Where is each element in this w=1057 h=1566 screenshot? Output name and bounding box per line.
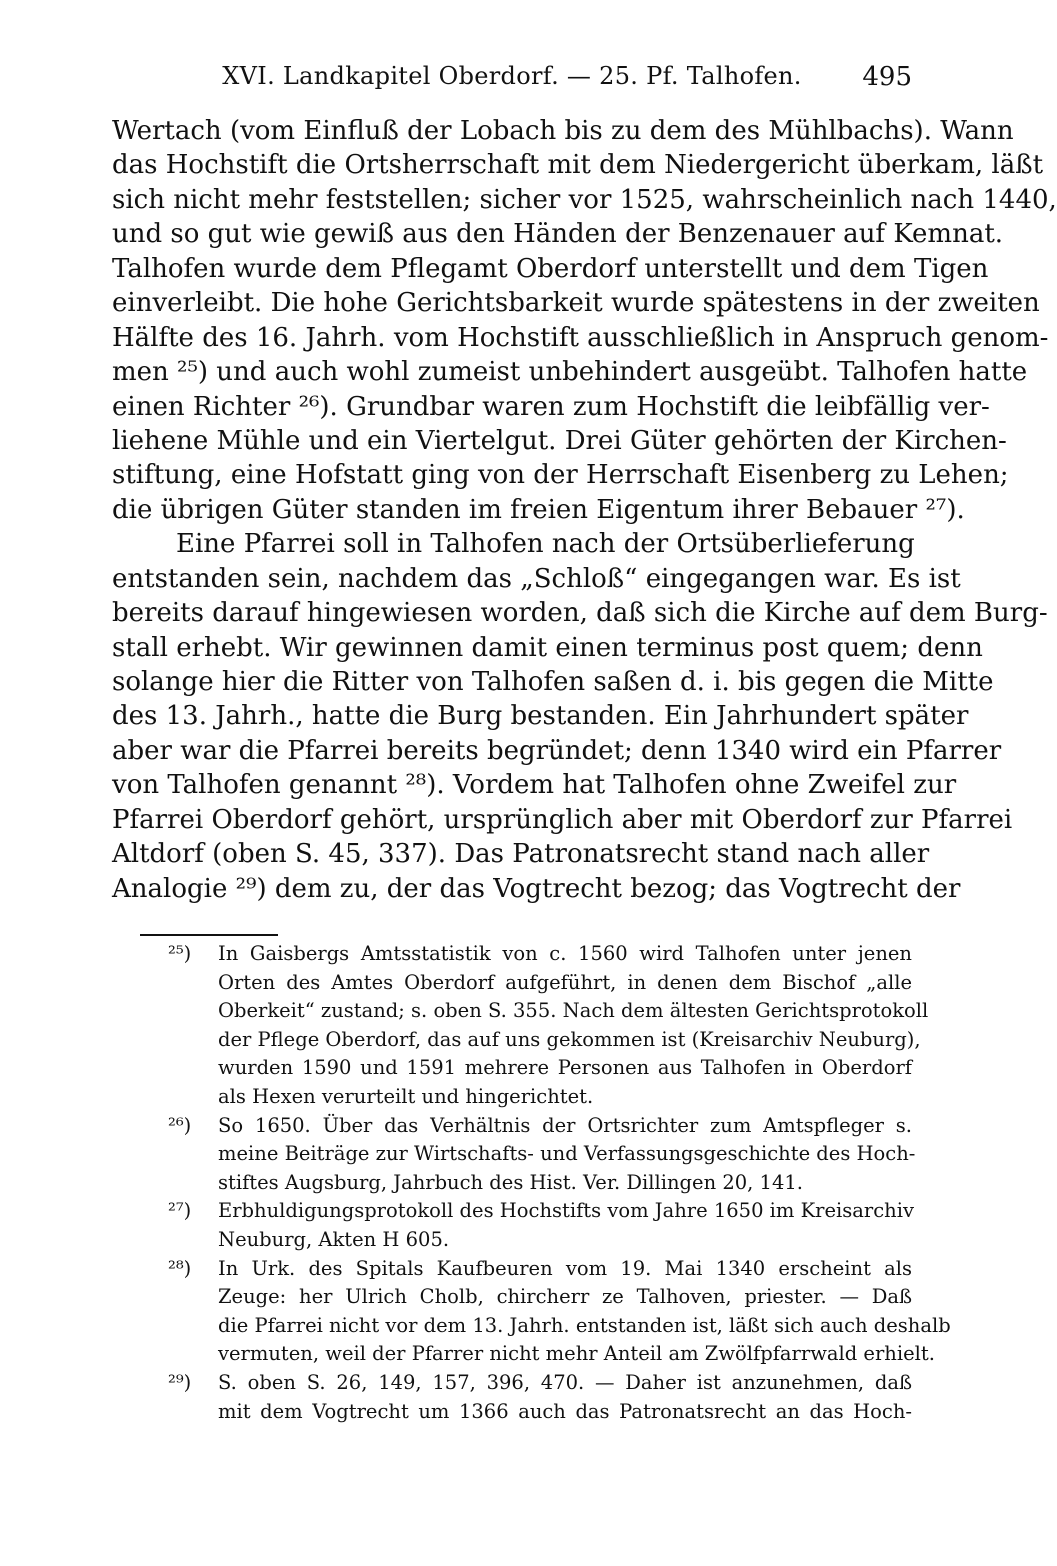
footnote-number: ²⁶): [168, 1113, 192, 1137]
footnote-line: [168, 1226, 912, 1255]
footnote-text: stiftes Augsburg, Jahrbuch des Hist. Ver. Dillingen 20, 141.: [218, 1170, 803, 1194]
footnote-text: So 1650. Über das Verhältnis der Ortsrichter zum Amtspfleger s.: [218, 1113, 912, 1137]
footnote-text: Orten des Amtes Oberdorf aufgeführt, in denen dem Bischof „alle: [218, 970, 912, 994]
text-line: entstanden sein, nachdem das „Schloß“ eingegangen war. Es ist: [112, 563, 961, 594]
footnote-line: [168, 1083, 912, 1112]
footnote-line: [168, 1112, 912, 1141]
footnote-text: Oberkeit“ zustand; s. oben S. 355. Nach dem ältesten Gerichtsprotokoll: [218, 999, 929, 1023]
main-text: [112, 114, 1057, 906]
footnote-line: [168, 969, 912, 998]
footnote-line: [168, 1283, 912, 1312]
text-line: Wertach (vom Einfluß der Lobach bis zu dem des Mühlbachs). Wann: [112, 116, 1014, 146]
footnote-line: [168, 997, 929, 1026]
footnote-line: [168, 1026, 921, 1055]
text-line: bereits darauf hingewiesen worden, daß sich die Kirche auf dem Burg-: [112, 598, 1048, 629]
footnote-text: Erbhuldigungsprotokoll des Hochstifts vom Jahre 1650 im Kreisarchiv: [218, 1199, 914, 1223]
footnote-text: In Gaisbergs Amtsstatistik von c. 1560 wird Talhofen unter jenen: [218, 942, 912, 965]
footnote-number: ²⁷): [168, 1199, 192, 1223]
footnote-number: ²⁵): [168, 942, 192, 965]
footnote-line: [168, 1398, 912, 1427]
text-line: stall erhebt. Wir gewinnen damit einen terminus post quem; denn: [112, 632, 983, 663]
text-line: des 13. Jahrh., hatte die Burg bestanden. Ein Jahrhundert später: [112, 701, 969, 732]
footnote-line: [168, 1255, 912, 1284]
footnote-text: Zeuge: her Ulrich Cholb, chircherr ze Talhoven, priester. — Daß: [218, 1285, 912, 1309]
footnote-line: [168, 940, 912, 969]
footnotes: [168, 940, 951, 1426]
text-line: und so gut wie gewiß aus den Händen der Benzenauer auf Kemnat.: [112, 219, 1004, 250]
footnote-text: wurden 1590 und 1591 mehrere Personen aus Talhofen in Oberdorf: [218, 1056, 912, 1080]
text-line: einen Richter ²⁶). Grundbar waren zum Hochstift die leibfällig ver-: [112, 391, 990, 422]
text-line: Pfarrei Oberdorf gehört, ursprünglich aber mit Oberdorf zur Pfarrei: [112, 804, 1013, 835]
text-line: sich nicht mehr feststellen; sicher vor 1525, wahrscheinlich nach 1440,: [112, 184, 1057, 215]
footnote-rule: [140, 934, 278, 936]
footnote-line: [168, 1312, 951, 1341]
footnote-text: Neuburg, Akten H 605.: [218, 1227, 450, 1251]
text-line: von Talhofen genannt ²⁸). Vordem hat Talhofen ohne Zweifel zur: [112, 770, 957, 801]
footnote-text: S. oben S. 26, 149, 157, 396, 470. — Daher ist anzunehmen, daß: [218, 1370, 912, 1394]
text-line: solange hier die Ritter von Talhofen saßen d. i. bis gegen die Mitte: [112, 667, 994, 697]
footnote-line: [168, 1054, 912, 1083]
text-line: Analogie ²⁹) dem zu, der das Vogtrecht bezog; das Vogtrecht der: [112, 873, 961, 904]
running-head-title: XVI. Landkapitel Oberdorf. — 25. Pf. Talhofen.: [222, 62, 802, 90]
footnote-line: [168, 1140, 916, 1169]
text-line: die übrigen Güter standen im freien Eigentum ihrer Bebauer ²⁷).: [112, 494, 965, 525]
footnote-line: [168, 1340, 935, 1369]
text-line: das Hochstift die Ortsherrschaft mit dem Niedergericht überkam, läßt: [112, 150, 1044, 181]
footnote-text: meine Beiträge zur Wirtschafts- und Verfassungsgeschichte des Hoch-: [218, 1142, 916, 1166]
text-line: Hälfte des 16. Jahrh. vom Hochstift ausschließlich in Anspruch genom-: [112, 322, 1049, 353]
text-line: aber war die Pfarrei bereits begründet; denn 1340 wird ein Pfarrer: [112, 735, 1002, 766]
running-header: [112, 62, 912, 98]
footnote-number: ²⁸): [168, 1256, 192, 1280]
footnote-text: als Hexen verurteilt und hingerichtet.: [218, 1084, 594, 1108]
text-line: einverleibt. Die hohe Gerichtsbarkeit wurde spätestens in der zweiten: [112, 288, 1040, 319]
text-line: Eine Pfarrei soll in Talhofen nach der Ortsüberlieferung: [176, 529, 915, 560]
footnote-text: vermuten, weil der Pfarrer nicht mehr Anteil am Zwölfpfarrwald erhielt.: [218, 1342, 935, 1366]
footnote-line: [168, 1169, 912, 1198]
page-number: 495: [862, 62, 912, 92]
text-line: men ²⁵) und auch wohl zumeist unbehindert ausgeübt. Talhofen hatte: [112, 357, 1028, 388]
footnote-line: [168, 1369, 912, 1398]
footnote-text: die Pfarrei nicht vor dem 13. Jahrh. entstanden ist, läßt sich auch deshalb: [218, 1313, 951, 1337]
footnote-number: ²⁹): [168, 1370, 192, 1394]
footnote-line: [168, 1197, 912, 1226]
text-line: Altdorf (oben S. 45, 337). Das Patronatsrecht stand nach aller: [112, 839, 930, 870]
footnote-text: der Pflege Oberdorf, das auf uns gekommen ist (Kreisarchiv Neuburg),: [218, 1027, 921, 1051]
footnote-text: mit dem Vogtrecht um 1366 auch das Patronatsrecht an das Hoch-: [218, 1399, 912, 1423]
footnote-text: In Urk. des Spitals Kaufbeuren vom 19. Mai 1340 erscheint als: [218, 1256, 912, 1280]
text-line: liehene Mühle und ein Viertelgut. Drei Güter gehörten der Kirchen-: [112, 425, 1007, 456]
text-line: stiftung, eine Hofstatt ging von der Herrschaft Eisenberg zu Lehen;: [112, 460, 1009, 491]
text-line: Talhofen wurde dem Pflegamt Oberdorf unterstellt und dem Tigen: [112, 253, 989, 284]
